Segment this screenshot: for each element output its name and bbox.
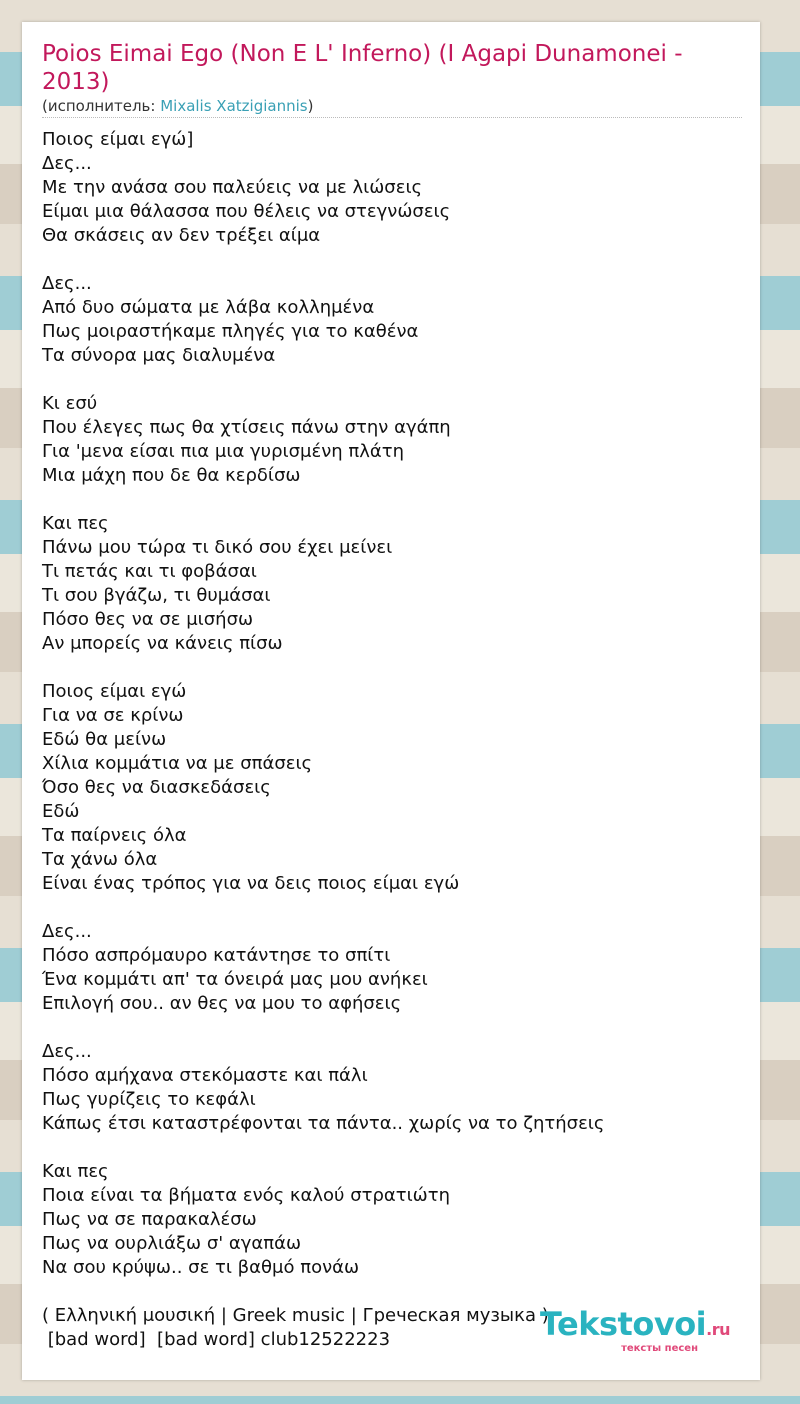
logo-tld: .ru [706, 1320, 730, 1339]
lyric-line: Πως γυρίζεις το κεφάλι [42, 1089, 256, 1110]
stanza-break [42, 656, 742, 680]
lyric-line: Αν μπορείς να κάνεις πίσω [42, 633, 283, 654]
lyric-line: Ποια είναι τα βήματα ενός καλού στρατιώτη [42, 1185, 450, 1206]
lyric-line: Για να σε κρίνω [42, 705, 184, 726]
lyric-line: Δες... [42, 273, 92, 294]
lyric-line: Πόσο θες να σε μισήσω [42, 609, 254, 630]
stanza-break [42, 896, 742, 920]
genre-line: ( Ελληνική μουσική | Greek music | Греческая музыка ) [42, 1305, 549, 1326]
lyric-line: Πάνω μου τώρα τι δικό σου έχει μείνει [42, 537, 393, 558]
lyric-line: Με την ανάσα σου παλεύεις να με λιώσεις [42, 177, 423, 198]
stanza-break [42, 1016, 742, 1040]
lyric-line: Επιλογή σου.. αν θες να μου το αφήσεις [42, 993, 402, 1014]
lyric-line: Από δυο σώματα με λάβα κολλημένα [42, 297, 375, 318]
lyrics-body [42, 128, 742, 1280]
lyric-line: Δες... [42, 921, 92, 942]
lyric-line: Είναι ένας τρόπος για να δεις ποιος είμαι εγώ [42, 873, 460, 894]
lyric-line: Μια μάχη που δε θα κερδίσω [42, 465, 301, 486]
lyric-line: Τι σου βγάζω, τι θυμάσαι [42, 585, 271, 606]
lyric-line: Και πες [42, 513, 109, 534]
artist-line [42, 97, 742, 115]
lyric-line: Πως να σε παρακαλέσω [42, 1209, 257, 1230]
lyric-line: Ποιος είμαι εγώ [42, 681, 187, 702]
lyric-line: Πόσο ασπρόμαυρο κατάντησε το σπίτι [42, 945, 391, 966]
lyric-line: Ποιος είμαι εγώ] [42, 129, 194, 150]
lyric-line: Όσο θες να διασκεδάσεις [42, 777, 271, 798]
logo-tagline: тексты песен [621, 1343, 698, 1354]
lyric-line: Τα παίρνεις όλα [42, 825, 187, 846]
lyric-line: Εδώ θα μείνω [42, 729, 167, 750]
song-title: Poios Eimai Ego (Non E L' Inferno) (I Agapi Dunamonei - 2013) [42, 41, 683, 95]
artist-prefix: (исполнитель: [42, 97, 161, 115]
lyric-line: Τα χάνω όλα [42, 849, 158, 870]
stanza-break [42, 368, 742, 392]
lyric-line: Δες... [42, 1041, 92, 1062]
lyrics-card [22, 22, 760, 1380]
lyric-line: Και πες [42, 1161, 109, 1182]
lyric-line: Κάπως έτσι καταστρέφονται τα πάντα.. χωρίς να το ζητήσεις [42, 1113, 605, 1134]
lyric-line: Να σου κρύψω.. σε τι βαθμό πονάω [42, 1257, 360, 1278]
title-divider [42, 117, 742, 118]
artist-suffix: ) [307, 97, 314, 115]
lyric-line: Κι εσύ [42, 393, 98, 414]
lyric-line: Για 'μενα είσαι πια μια γυρισμένη πλάτη [42, 441, 404, 462]
lyric-line: Ένα κομμάτι απ' τα όνειρά μας μου ανήκει [42, 969, 428, 990]
stanza-break [42, 248, 742, 272]
lyric-line: Χίλια κομμάτια να με σπάσεις [42, 753, 313, 774]
lyric-line: Εδώ [42, 801, 80, 822]
lyric-line: Πόσο αμήχανα στεκόμαστε και πάλι [42, 1065, 368, 1086]
stanza-break [42, 1136, 742, 1160]
lyric-line: Πως μοιραστήκαμε πληγές για το καθένα [42, 321, 419, 342]
stanza-break [42, 488, 742, 512]
lyric-line: Τα σύνορα μας διαλυμένα [42, 345, 276, 366]
tekstovoi-logo[interactable] [540, 1307, 730, 1354]
logo-name: Tekstovoi [539, 1305, 707, 1343]
artist-link[interactable]: Mixalis Xatzigiannis [160, 97, 308, 115]
tags-line: [bad word] [bad word] club12522223 [42, 1329, 391, 1350]
lyric-line: Τι πετάς και τι φοβάσαι [42, 561, 257, 582]
lyric-line: Που έλεγες πως θα χτίσεις πάνω στην αγάπη [42, 417, 451, 438]
lyric-line: Είμαι μια θάλασσα που θέλεις να στεγνώσεις [42, 201, 451, 222]
logo-wordmark [540, 1307, 730, 1347]
lyric-line: Δες... [42, 153, 92, 174]
lyric-line: Θα σκάσεις αν δεν τρέξει αίμα [42, 225, 321, 246]
lyric-line: Πως να ουρλιάξω σ' αγαπάω [42, 1233, 302, 1254]
